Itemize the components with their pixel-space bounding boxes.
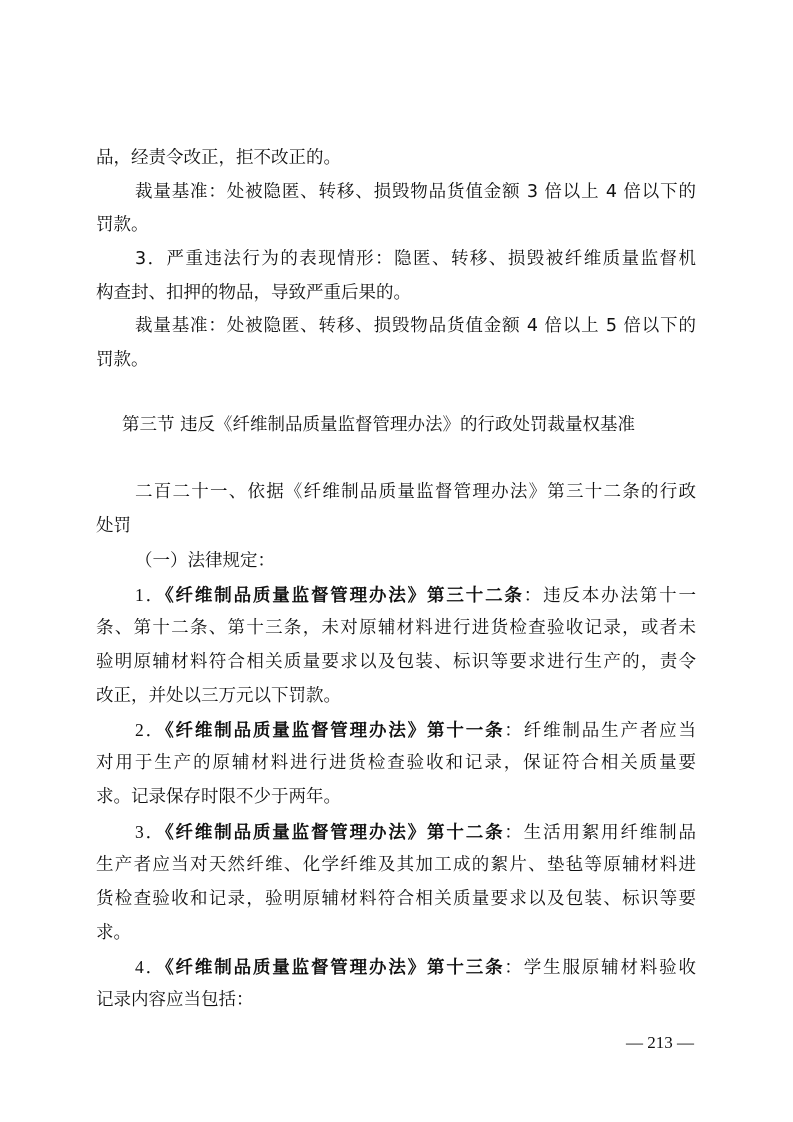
article-heading: 二百二十一、依据《纤维制品质量监督管理办法》第三十二条的行政: [135, 482, 696, 502]
article-heading: 处罚: [96, 516, 131, 536]
paragraph-line: 罚款。: [96, 215, 149, 235]
provision-text: ：违反本办法第十一: [523, 586, 697, 606]
paragraph-line: 构查封、扣押的物品，导致严重后果的。: [96, 283, 411, 303]
provision-title: 《纤维制品质量监督管理办法》第三十二条: [164, 586, 524, 606]
paragraph-line: 对用于生产的原辅材料进行进货检查验收和记录，保证符合相关质量要: [96, 753, 696, 773]
section-heading: 第三节 违反《纤维制品质量监督管理办法》的行政处罚裁量权基准: [122, 415, 636, 435]
provision-line: [135, 718, 696, 743]
paragraph-line: 验明原辅材料符合相关质量要求以及包装、标识等要求进行生产的，责令: [96, 652, 696, 672]
item-number: 3．: [135, 822, 165, 842]
paragraph-line: 记录内容应当包括：: [96, 990, 254, 1010]
paragraph-line: 货检查验收和记录，验明原辅材料符合相关质量要求以及包装、标识等要: [96, 889, 696, 909]
provision-text: ：学生服原辅材料验收: [504, 958, 697, 978]
provision-text: ：纤维制品生产者应当: [504, 721, 697, 741]
paragraph-line: 裁量基准：处被隐匿、转移、损毁物品货值金额 4 倍以上 5 倍以下的: [135, 316, 696, 336]
page-number: — 213 —: [626, 1033, 694, 1052]
provision-title: 《纤维制品质量监督管理办法》第十三条: [164, 958, 505, 978]
paragraph-line: 生产者应当对天然纤维、化学纤维及其加工成的絮片、垫毡等原辅材料进: [96, 855, 696, 875]
item-number: 1．: [135, 585, 165, 605]
paragraph-line: 罚款。: [96, 350, 149, 370]
provision-line: [135, 820, 696, 845]
provision-line: [135, 583, 696, 608]
paragraph-line: 求。记录保存时限不少于两年。: [96, 787, 341, 807]
subsection-heading: （一）法律规定：: [135, 551, 275, 571]
provision-line: [135, 955, 696, 980]
paragraph-line: 条、第十二条、第十三条，未对原辅材料进行进货检查验收记录，或者未: [96, 618, 696, 638]
paragraph-line: 改正，并处以三万元以下罚款。: [96, 686, 341, 706]
provision-text: ：生活用絮用纤维制品: [504, 823, 697, 843]
paragraph-line: 3．严重违法行为的表现情形：隐匿、转移、损毁被纤维质量监督机: [135, 249, 696, 269]
paragraph-line: 裁量基准：处被隐匿、转移、损毁物品货值金额 3 倍以上 4 倍以下的: [135, 182, 696, 202]
paragraph-line: 品，经责令改正，拒不改正的。: [96, 148, 341, 168]
provision-title: 《纤维制品质量监督管理办法》第十二条: [164, 823, 505, 843]
provision-title: 《纤维制品质量监督管理办法》第十一条: [164, 721, 505, 741]
paragraph-line: 求。: [96, 923, 131, 943]
item-number: 2．: [135, 720, 165, 740]
item-number: 4．: [135, 957, 165, 977]
